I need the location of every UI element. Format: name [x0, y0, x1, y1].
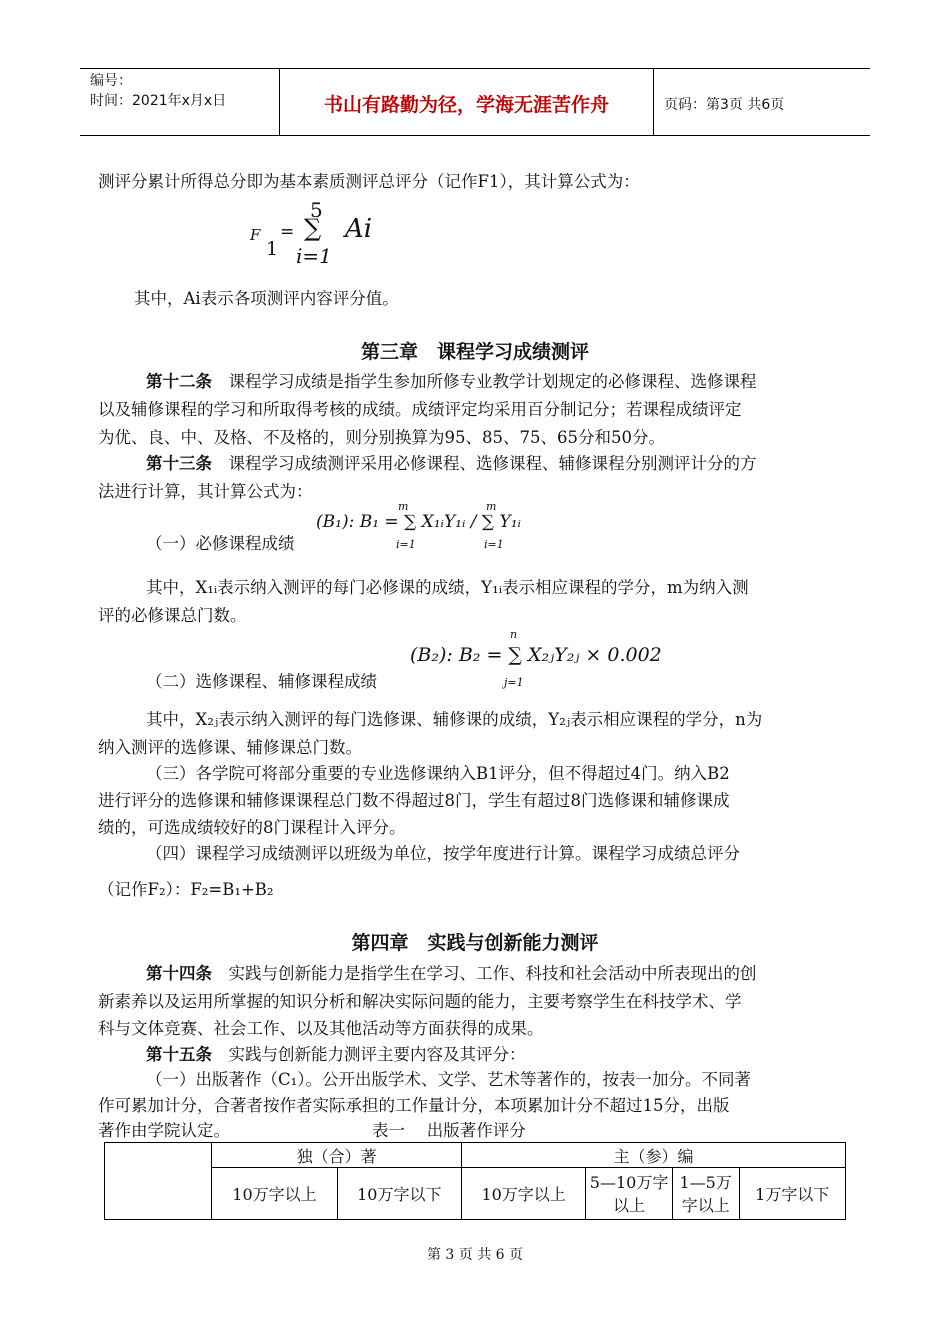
b1-note: 其中，X₁ᵢ表示纳入测评的每门必修课的成绩，Y₁ᵢ表示相应课程的学分，m为纳入测	[146, 578, 749, 597]
article-14-line: 新素养以及运用所掌握的知识分析和解决实际问题的能力，主要考察学生在科技学术、学	[98, 992, 742, 1011]
item3: （三）各学院可将部分重要的专业选修课纳入B1评分，但不得超过4门。纳入B2	[146, 764, 730, 783]
header-motto: 书山有路勤为径，学海无涯苦作舟	[323, 94, 609, 116]
item3-line: 进行评分的选修课和辅修课课程总门数不得超过8门，学生有超过8门选修课和辅修课成	[98, 791, 730, 810]
article-14-label: 第十四条	[146, 964, 212, 983]
article-14: 第十四条 实践与创新能力是指学生在学习、工作、科技和社会活动中所表现出的创	[146, 964, 757, 983]
item1-label: （一）必修课程成绩	[146, 534, 295, 553]
item2-label: （二）选修课程、辅修课程成绩	[146, 672, 377, 691]
table-col-header: 10万字以上	[212, 1168, 337, 1220]
table-col-header: 1万字以下	[739, 1168, 845, 1220]
article-14-line: 科与文体竞赛、社会工作、以及其他活动等方面获得的成果。	[98, 1019, 544, 1038]
chapter3-title: 第三章 课程学习成绩测评	[360, 341, 589, 363]
article-12: 第十二条 课程学习成绩是指学生参加所修专业教学计划规定的必修课程、选修课程	[146, 372, 757, 391]
article-13-label: 第十三条	[146, 454, 212, 473]
article-13: 第十三条 课程学习成绩测评采用必修课程、选修课程、辅修课程分别测评计分的方	[146, 454, 757, 473]
chapter4-title: 第四章 实践与创新能力测评	[351, 932, 599, 954]
c1-item: （一）出版著作（C₁）。公开出版学术、文学、艺术等著作的，按表一加分。不同著	[146, 1070, 751, 1089]
article-12-line: 为优、良、中、及格、不及格的，则分别换算为95、85、75、65分和50分。	[98, 428, 665, 447]
item4: （四）课程学习成绩测评以班级为单位，按学年度进行计算。课程学习成绩总评分	[146, 844, 740, 863]
article-12-label: 第十二条	[146, 372, 212, 391]
page-footer: 第 3 页 共 6 页	[426, 1247, 524, 1263]
ai-note: 其中，Ai表示各项测评内容评分值。	[134, 289, 399, 308]
header-time: 时间：2021年x月x日	[90, 93, 227, 109]
b2-note-line: 纳入测评的选修课、辅修课总门数。	[98, 738, 362, 757]
table-col-header: 10万字以上	[461, 1168, 585, 1220]
header-number: 编号：	[90, 73, 132, 89]
b2-note: 其中，X₂ⱼ表示纳入测评的每门选修课、辅修课的成绩，Y₂ⱼ表示相应课程的学分，n为	[146, 710, 763, 729]
c1-item-line: 著作由学院认定。	[98, 1121, 230, 1140]
item3-line: 绩的，可选成绩较好的8门课程计入评分。	[98, 818, 406, 837]
article-15-label: 第十五条	[146, 1045, 212, 1064]
article-15: 第十五条 实践与创新能力测评主要内容及其评分：	[146, 1045, 526, 1064]
b1-note-line: 评的必修课总门数。	[98, 606, 247, 625]
header-page-info: 页码：第3页 共6页	[664, 97, 785, 113]
article-12-line: 以及辅修课程的学习和所取得考核的成绩。成绩评定均采用百分制记分；若课程成绩评定	[98, 400, 742, 419]
table-corner-cell	[105, 1143, 212, 1220]
publication-score-table	[104, 1142, 846, 1220]
table-caption: 表一 出版著作评分	[372, 1121, 526, 1140]
article-13-line: 法进行计算，其计算公式为：	[98, 482, 313, 501]
table-group-header: 独（合）著	[212, 1143, 462, 1168]
c1-item-line: 作可累加计分，合著者按作者实际承担的工作量计分，本项累加计分不超过15分，出版	[98, 1096, 730, 1115]
table-col-header: 5—10万字以上	[586, 1168, 673, 1220]
item4-line: （记作F₂）：F₂=B₁+B₂	[98, 880, 274, 899]
table-col-header: 10万字以下	[337, 1168, 461, 1220]
table-col-header: 1—5万字以上	[672, 1168, 739, 1220]
table-group-header: 主（参）编	[461, 1143, 845, 1168]
formula-intro: 测评分累计所得总分即为基本素质测评总评分（记作F1），其计算公式为：	[98, 172, 640, 191]
